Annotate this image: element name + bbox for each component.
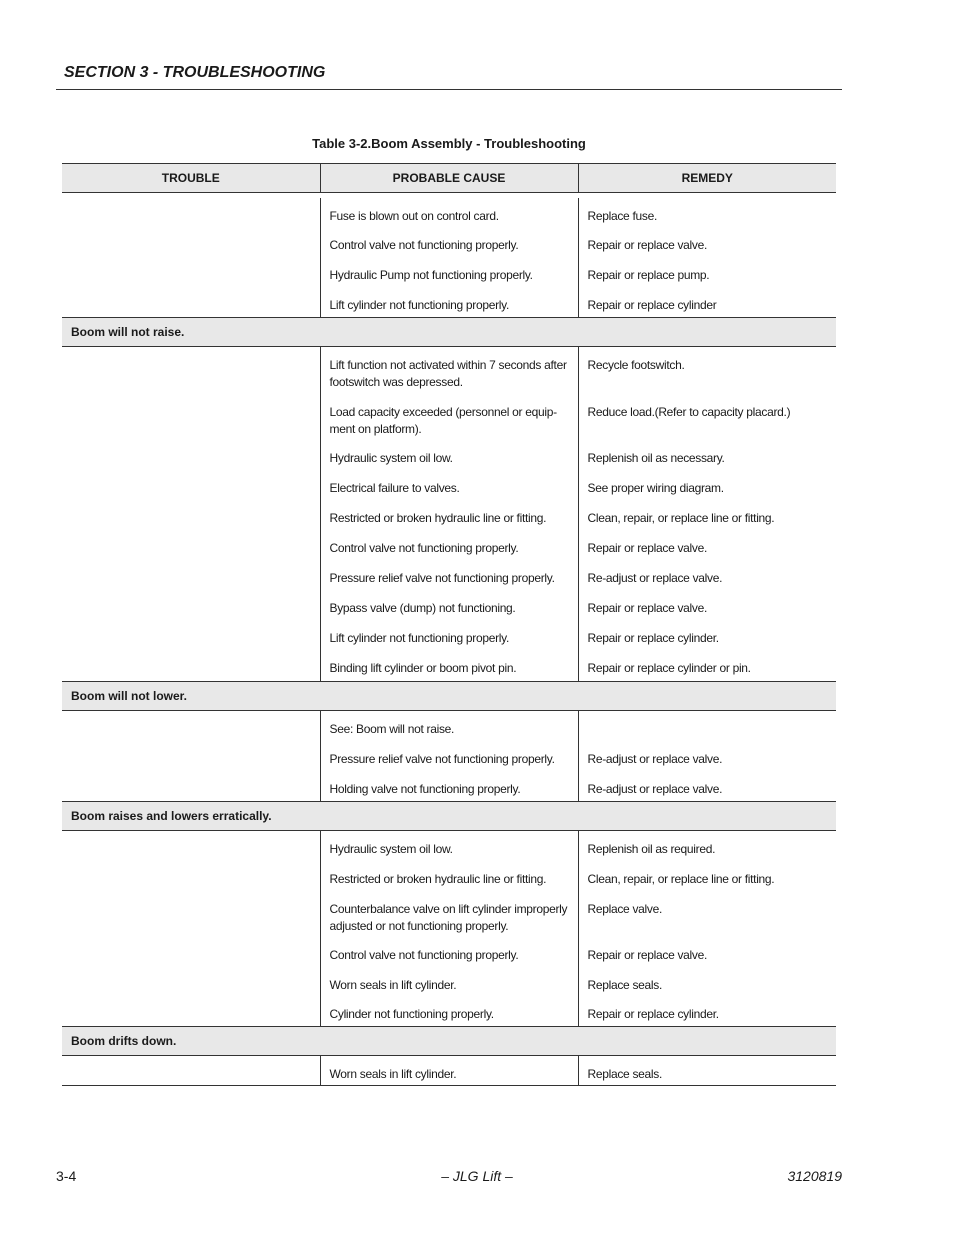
trouble-cell bbox=[62, 1056, 320, 1086]
probable-cause-cell bbox=[320, 967, 578, 996]
trouble-cell bbox=[62, 996, 320, 1027]
probable-cause-text: Pressure relief valve not functioning properly. bbox=[329, 571, 555, 585]
remedy-text: Replace valve. bbox=[587, 902, 663, 916]
header-divider bbox=[56, 89, 842, 90]
remedy-text: Clean, repair, or replace line or fitting. bbox=[587, 511, 775, 525]
remedy-cell bbox=[578, 650, 836, 682]
probable-cause-cell bbox=[320, 198, 578, 227]
probable-cause-cell bbox=[320, 937, 578, 967]
trouble-cell bbox=[62, 590, 320, 620]
probable-cause-text: Worn seals in lift cylinder. bbox=[329, 978, 457, 992]
cause-remedy-row bbox=[62, 1056, 836, 1086]
remedy-text: Repair or replace valve. bbox=[587, 238, 708, 252]
page-number: 3-4 bbox=[56, 1168, 77, 1184]
remedy-text: Repair or replace cylinder or pin. bbox=[587, 661, 751, 675]
probable-cause-cell bbox=[320, 530, 578, 560]
remedy-cell bbox=[578, 831, 836, 862]
cause-remedy-row bbox=[62, 394, 836, 440]
probable-cause-text: Binding lift cylinder or boom pivot pin. bbox=[329, 661, 517, 675]
probable-cause-cell bbox=[320, 996, 578, 1027]
remedy-cell bbox=[578, 470, 836, 500]
remedy-text: Re-adjust or replace valve. bbox=[587, 782, 723, 796]
remedy-cell bbox=[578, 996, 836, 1027]
probable-cause-cell bbox=[320, 711, 578, 742]
cause-remedy-row bbox=[62, 257, 836, 287]
probable-cause-cell bbox=[320, 1056, 578, 1086]
remedy-cell bbox=[578, 620, 836, 650]
trouble-cell bbox=[62, 831, 320, 862]
remedy-text: Repair or replace valve. bbox=[587, 948, 708, 962]
remedy-text: Clean, repair, or replace line or fitting. bbox=[587, 872, 775, 886]
remedy-text: Repair or replace valve. bbox=[587, 601, 708, 615]
remedy-text: Replenish oil as required. bbox=[587, 842, 716, 856]
cause-remedy-row bbox=[62, 440, 836, 470]
probable-cause-cell bbox=[320, 394, 578, 440]
cause-remedy-row bbox=[62, 741, 836, 771]
probable-cause-cell bbox=[320, 500, 578, 530]
probable-cause-cell bbox=[320, 440, 578, 470]
probable-cause-text: Restricted or broken hydraulic line or fitting. bbox=[329, 872, 547, 886]
probable-cause-text: Restricted or broken hydraulic line or fitting. bbox=[329, 511, 547, 525]
probable-cause-text: Worn seals in lift cylinder. bbox=[329, 1067, 457, 1081]
remedy-cell bbox=[578, 257, 836, 287]
remedy-cell bbox=[578, 530, 836, 560]
probable-cause-text: See: Boom will not raise. bbox=[329, 722, 455, 736]
remedy-cell bbox=[578, 287, 836, 318]
probable-cause-text: Hydraulic system oil low. bbox=[329, 451, 453, 465]
remedy-text: Repair or replace cylinder bbox=[587, 298, 717, 312]
probable-cause-text: Control valve not functioning properly. bbox=[329, 238, 519, 252]
probable-cause-cell bbox=[320, 257, 578, 287]
trouble-label: Boom will not raise. bbox=[62, 318, 836, 347]
probable-cause-text: Lift cylinder not functioning properly. bbox=[329, 298, 510, 312]
trouble-cell bbox=[62, 560, 320, 590]
column-header-remedy: REMEDY bbox=[578, 164, 836, 193]
probable-cause-text: Hydraulic system oil low. bbox=[329, 842, 453, 856]
trouble-cell bbox=[62, 711, 320, 742]
trouble-cell bbox=[62, 227, 320, 257]
probable-cause-text: Fuse is blown out on control card. bbox=[329, 209, 499, 223]
probable-cause-text: Pressure relief valve not functioning properly. bbox=[329, 752, 555, 766]
cause-remedy-row bbox=[62, 996, 836, 1027]
cause-remedy-row bbox=[62, 470, 836, 500]
probable-cause-text: Lift cylinder not functioning properly. bbox=[329, 631, 510, 645]
probable-cause-text: Control valve not functioning properly. bbox=[329, 948, 519, 962]
remedy-cell bbox=[578, 440, 836, 470]
remedy-cell bbox=[578, 711, 836, 742]
cause-remedy-row bbox=[62, 530, 836, 560]
table-caption: Table 3-2.Boom Assembly - Troubleshooting bbox=[312, 136, 586, 151]
trouble-cell bbox=[62, 347, 320, 395]
probable-cause-cell bbox=[320, 227, 578, 257]
remedy-cell bbox=[578, 861, 836, 891]
document-number: 3120819 bbox=[787, 1168, 842, 1184]
remedy-text: Repair or replace pump. bbox=[587, 268, 710, 282]
remedy-cell bbox=[578, 560, 836, 590]
trouble-cell bbox=[62, 198, 320, 227]
cause-remedy-row bbox=[62, 227, 836, 257]
remedy-cell bbox=[578, 198, 836, 227]
trouble-label: Boom drifts down. bbox=[62, 1027, 836, 1056]
trouble-cell bbox=[62, 394, 320, 440]
probable-cause-text: Load capacity exceeded (personnel or equip-ment on platform). bbox=[329, 405, 557, 436]
probable-cause-cell bbox=[320, 650, 578, 682]
trouble-cell bbox=[62, 650, 320, 682]
trouble-cell bbox=[62, 620, 320, 650]
cause-remedy-row bbox=[62, 560, 836, 590]
footer-publisher: – JLG Lift – bbox=[441, 1168, 513, 1184]
cause-remedy-row bbox=[62, 831, 836, 862]
trouble-row bbox=[62, 802, 836, 831]
cause-remedy-row bbox=[62, 771, 836, 802]
probable-cause-cell bbox=[320, 831, 578, 862]
cause-remedy-row bbox=[62, 590, 836, 620]
trouble-cell bbox=[62, 287, 320, 318]
remedy-cell bbox=[578, 347, 836, 395]
remedy-text: Replace seals. bbox=[587, 978, 663, 992]
probable-cause-cell bbox=[320, 470, 578, 500]
remedy-text: Repair or replace cylinder. bbox=[587, 631, 719, 645]
probable-cause-cell bbox=[320, 891, 578, 937]
trouble-row bbox=[62, 318, 836, 347]
remedy-text: Replace fuse. bbox=[587, 209, 657, 223]
probable-cause-text: Control valve not functioning properly. bbox=[329, 541, 519, 555]
trouble-cell bbox=[62, 891, 320, 937]
probable-cause-cell bbox=[320, 771, 578, 802]
cause-remedy-row bbox=[62, 287, 836, 318]
probable-cause-cell bbox=[320, 620, 578, 650]
cause-remedy-row bbox=[62, 347, 836, 395]
cause-remedy-row bbox=[62, 891, 836, 937]
probable-cause-text: Bypass valve (dump) not functioning. bbox=[329, 601, 516, 615]
remedy-cell bbox=[578, 771, 836, 802]
trouble-cell bbox=[62, 257, 320, 287]
remedy-text: Re-adjust or replace valve. bbox=[587, 571, 723, 585]
remedy-cell bbox=[578, 1056, 836, 1086]
cause-remedy-row bbox=[62, 967, 836, 996]
probable-cause-cell bbox=[320, 741, 578, 771]
remedy-text: Repair or replace valve. bbox=[587, 541, 708, 555]
section-title: SECTION 3 - TROUBLESHOOTING bbox=[64, 64, 326, 81]
cause-remedy-row bbox=[62, 650, 836, 682]
remedy-text: Replace seals. bbox=[587, 1067, 663, 1081]
table-header-row bbox=[62, 164, 836, 193]
remedy-cell bbox=[578, 590, 836, 620]
trouble-label: Boom will not lower. bbox=[62, 682, 836, 711]
trouble-row bbox=[62, 682, 836, 711]
trouble-cell bbox=[62, 937, 320, 967]
probable-cause-text: Lift function not activated within 7 seconds after footswitch was depressed. bbox=[329, 358, 567, 389]
probable-cause-cell bbox=[320, 287, 578, 318]
cause-remedy-row bbox=[62, 198, 836, 227]
cause-remedy-row bbox=[62, 500, 836, 530]
column-header-probable-cause: PROBABLE CAUSE bbox=[320, 164, 578, 193]
remedy-text: Recycle footswitch. bbox=[587, 358, 685, 372]
trouble-cell bbox=[62, 500, 320, 530]
remedy-text: See proper wiring diagram. bbox=[587, 481, 724, 495]
probable-cause-text: Cylinder not functioning properly. bbox=[329, 1007, 494, 1021]
remedy-cell bbox=[578, 937, 836, 967]
trouble-label: Boom raises and lowers erratically. bbox=[62, 802, 836, 831]
remedy-cell bbox=[578, 967, 836, 996]
remedy-text: Re-adjust or replace valve. bbox=[587, 752, 723, 766]
remedy-text: Reduce load.(Refer to capacity placard.) bbox=[587, 405, 791, 419]
probable-cause-cell bbox=[320, 590, 578, 620]
remedy-cell bbox=[578, 227, 836, 257]
probable-cause-cell bbox=[320, 347, 578, 395]
probable-cause-text: Hydraulic Pump not functioning properly. bbox=[329, 268, 533, 282]
probable-cause-text: Holding valve not functioning properly. bbox=[329, 782, 521, 796]
cause-remedy-row bbox=[62, 711, 836, 742]
cause-remedy-row bbox=[62, 937, 836, 967]
remedy-cell bbox=[578, 500, 836, 530]
remedy-cell bbox=[578, 741, 836, 771]
probable-cause-cell bbox=[320, 861, 578, 891]
trouble-cell bbox=[62, 530, 320, 560]
trouble-row bbox=[62, 1027, 836, 1056]
trouble-cell bbox=[62, 440, 320, 470]
column-header-trouble: TROUBLE bbox=[62, 164, 320, 193]
remedy-cell bbox=[578, 891, 836, 937]
cause-remedy-row bbox=[62, 620, 836, 650]
trouble-cell bbox=[62, 741, 320, 771]
trouble-cell bbox=[62, 771, 320, 802]
remedy-text: Repair or replace cylinder. bbox=[587, 1007, 719, 1021]
remedy-text bbox=[579, 711, 837, 721]
troubleshooting-table bbox=[62, 163, 836, 1086]
cause-remedy-row bbox=[62, 861, 836, 891]
probable-cause-text: Counterbalance valve on lift cylinder improperly adjusted or not functioning properly. bbox=[329, 902, 568, 933]
probable-cause-cell bbox=[320, 560, 578, 590]
probable-cause-text: Electrical failure to valves. bbox=[329, 481, 460, 495]
trouble-cell bbox=[62, 470, 320, 500]
trouble-cell bbox=[62, 967, 320, 996]
trouble-cell bbox=[62, 861, 320, 891]
remedy-text: Replenish oil as necessary. bbox=[587, 451, 725, 465]
remedy-cell bbox=[578, 394, 836, 440]
